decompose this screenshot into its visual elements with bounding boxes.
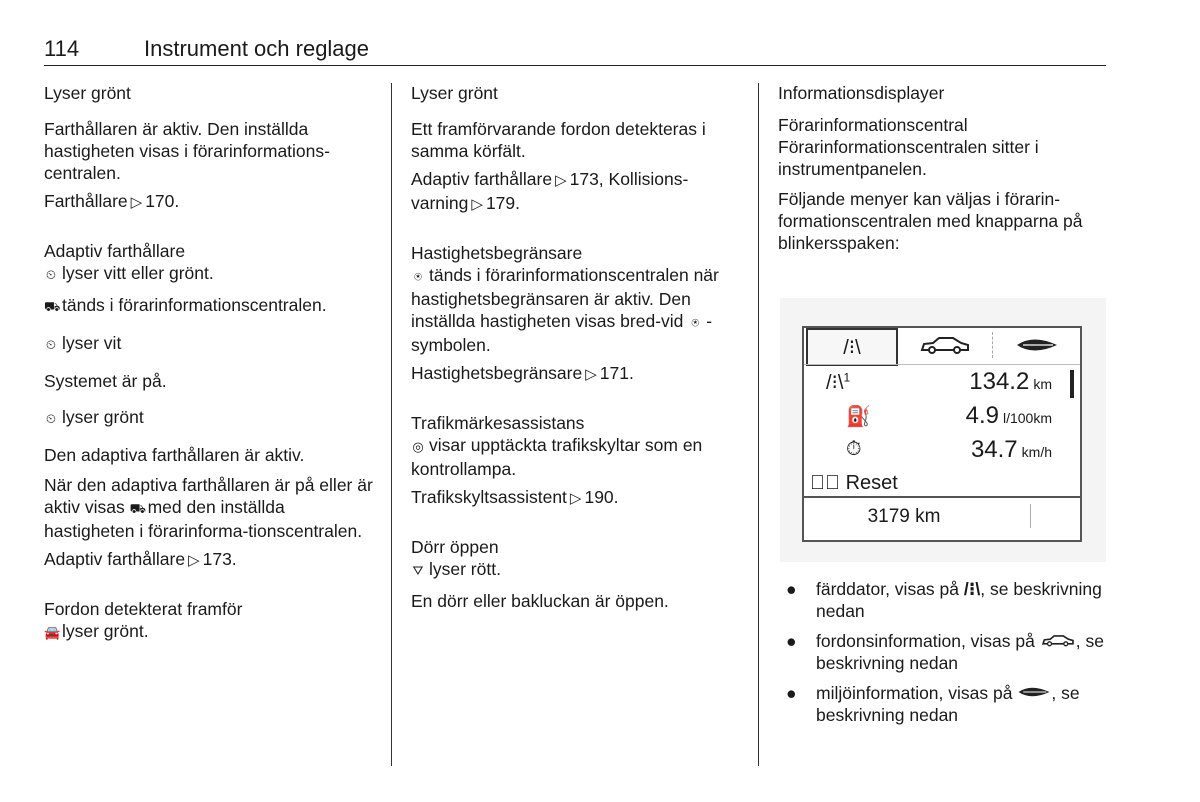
vehicle-ahead-icon: 🚘 [44,625,61,640]
page-title: Instrument och reglage [144,36,370,61]
section-heading: Hastighetsbegränsare [411,243,583,263]
adaptive-cruise-icon: ⛟ [129,501,146,516]
cross-reference: Trafikskyltsassistent ▷ 190. [411,487,619,507]
door-open-icon: ⛛ [412,563,424,578]
reset-label: Reset [845,472,898,494]
section-heading: Adaptiv farthållare [44,241,186,261]
consumption-value: 4.9 [965,402,999,429]
traffic-sign-icon: ◎ [412,439,424,454]
distance-unit: km [1033,376,1052,392]
adaptive-cruise-icon: ⛟ [44,299,61,314]
paragraph: ⍟ tänds i förarinformationscentralen när hastighetsbegränsaren är aktiv. Den inställda hastigheten visas bred-vid ⍟ -symbolen. [411,265,719,355]
display-row-speed [804,434,1080,468]
car-icon [919,335,971,355]
divider [804,364,1080,365]
page-header [44,34,1106,66]
eco-leaf-icon [1017,685,1051,699]
tab-vehicle-info [900,328,990,362]
tab-separator [992,332,993,358]
driver-info-screen [802,326,1082,542]
display-row-reset [804,470,1080,496]
consumption-unit: l/100km [1002,410,1052,426]
trip-computer-icon: /⁝\$^1$ [826,370,851,394]
column-3 [778,82,1108,254]
odometer-separator [1030,504,1031,528]
paragraph: Den adaptiva farthållaren är aktiv. [44,445,305,465]
display-row-consumption [804,400,1080,434]
speed-limiter-icon: ⍟ [414,269,422,284]
divider [804,496,1080,498]
section-heading: Dörr öppen [411,537,499,557]
cross-reference: Hastighetsbegränsare ▷ 171. [411,363,634,383]
column-1: Lyser grönt Farthållaren är aktiv. Den inställda hastigheten visas i förarinformations-centralen. Farthållare ▷ 170. Adaptiv farthållare ⏲ lyser vitt eller grönt. ⛟tänds i förarinformationscentralen. ⏲ lyser vit Systemet är på. ⏲ lyser grönt Den adaptiva farthållaren är aktiv. När den adaptiva farthållaren är på eller är aktiv visas ⛟med den inställda hastigheten i förarinforma-tionscentralen. Adaptiv farthållare ▷ 173. Fordon detekterat framför 🚘 lyser grönt. [44,82,379,644]
paragraph: Farthållaren är aktiv. Den inställda hastigheten visas i förarinformations-centralen. [44,119,330,183]
paragraph: När den adaptiva farthållaren är på eller är aktiv visas ⛟med den inställda hastigheten i förarinforma-tionscentralen. [44,475,373,541]
section-heading: Fordon detekterat framför [44,599,243,619]
paragraph: En dörr eller bakluckan är öppen. [411,591,669,611]
speed-unit: km/h [1021,444,1052,460]
section-heading: Förarinformationscentral [778,115,968,135]
menu-bullet-list [780,578,1110,734]
display-illustration [780,298,1106,562]
cruise-control-icon: ⏲ [45,411,57,426]
list-item: ● färddator, visas på /⁝\, se beskrivning nedan [786,579,1102,621]
tab-eco-info [996,328,1078,362]
paragraph: ◎ visar upptäckta trafikskyltar som en kontrollampa. [411,435,703,479]
paragraph: Följande menyer kan väljas i förarin-formationscentralen med knapparna på blinkersspaken: [778,189,1083,253]
cruise-control-icon: ⏲ [45,267,57,282]
arrow-right-outline-icon: ▷ [188,552,200,569]
display-scrollbar [1070,370,1074,398]
odometer-value: 3179 km [867,506,941,527]
section-subtitle: Lyser grönt [411,83,498,103]
arrow-right-outline-icon: ▷ [585,366,597,383]
section-heading: Trafikmärkesassistans [411,413,585,433]
paragraph: Förarinformationscentralen sitter i instrumentpanelen. [778,137,1039,179]
column-divider [391,83,392,766]
arrow-right-outline-icon: ▷ [555,172,567,189]
arrow-right-outline-icon: ▷ [471,196,483,213]
trip-computer-icon: /⁝\ [843,336,861,359]
reset-check-icon: ✓⃝ [810,472,840,494]
list-item: ● miljöinformation, visas på , se beskrivning nedan [786,683,1080,725]
distance-value: 134.2 [969,368,1030,395]
menu-tabs [804,328,1080,364]
cross-reference: Adaptiv farthållare ▷ 173. [44,549,237,569]
car-icon [1040,634,1076,647]
fuel-pump-icon: ⛽ [846,406,871,428]
chapter-heading: Informationsdisplayer [778,83,945,103]
cross-reference: Adaptiv farthållare ▷ 173, Kollisions- varning ▷ 179. [411,169,689,213]
list-item: ● fordonsinformation, visas på , se beskrivning nedan [786,631,1104,673]
cross-reference: Farthållare ▷ 170. [44,191,180,211]
paragraph: Ett framförvarande fordon detekteras i samma körfält. [411,119,706,161]
speedometer-icon: ⏱ [846,438,862,460]
speed-limiter-icon: ⍟ [691,315,700,330]
section-subtitle: Lyser grönt [44,83,131,103]
paragraph: Systemet är på. [44,371,167,391]
eco-leaf-icon [1015,336,1059,354]
column-divider [758,83,759,766]
section-subtitle: lyser vit [62,333,122,353]
speed-value: 34.7 [970,436,1018,463]
display-row-distance [804,366,1080,400]
trip-computer-icon: /⁝\ [963,579,981,599]
cruise-control-icon: ⏲ [45,337,57,352]
arrow-right-outline-icon: ▷ [130,194,143,211]
arrow-right-outline-icon: ▷ [569,490,582,507]
tab-trip-computer [806,328,898,366]
page-number: 114 [44,36,80,61]
column-2: Lyser grönt Ett framförvarande fordon detekteras i samma körfält. Adaptiv farthållare ▷ 173, Kollisions- varning ▷ 179. Hastighetsbegränsare ⍟ tänds i förarinformationscentralen när hastighetsbegränsaren är aktiv. Den inställda hastigheten visas bred-vid ⍟ -symbolen. Hastighetsbegränsare ▷ 171. Trafikmärkesassistans ◎ visar upptäckta trafikskyltar som en kontrollampa. Trafikskyltsassistent ▷ 190. Dörr öppen ⛛ lyser rött. En dörr eller bakluckan är öppen. [411,82,746,612]
section-subtitle: lyser grönt [62,407,144,427]
